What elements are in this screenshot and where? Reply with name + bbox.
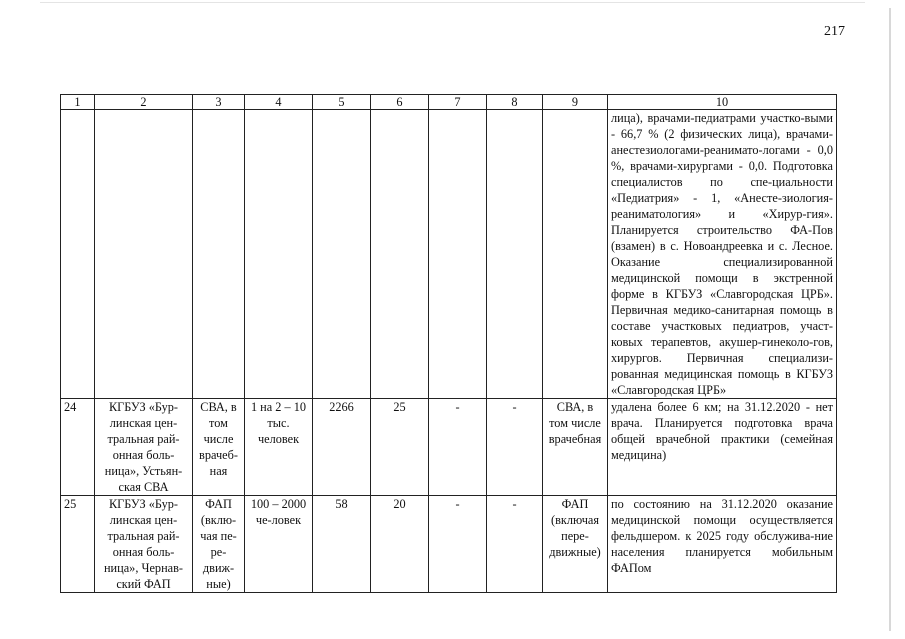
scan-border-right [889,8,891,631]
table-cell: 58 [313,496,371,593]
column-header: 3 [193,95,245,110]
table-row [61,399,837,496]
table-cell: 20 [371,496,429,593]
table-cell: 1 на 2 – 10 тыс. человек [245,399,313,496]
table-cell: 25 [371,399,429,496]
column-header: 4 [245,95,313,110]
column-header: 8 [487,95,543,110]
table-cell [313,110,371,399]
row-number-cell: 24 [61,399,95,496]
column-header: 5 [313,95,371,110]
description-cell: лица), врачами-педиатрами участко-выми - 66,7 % (2 физических лица), врачами- анестезиологами-реанимато-логами - 0,0 %, врачами-хирургами - 0,0. Подготовка специалистов по спе-циальности «Педиатрия» - 1, «Анесте-зиология-реаниматология» и «Хирур-гия». Планируется строительство ФА-Пов (взамен) в с. Новоандреевка и с. Лесное. Оказание специализированной медицинской помощи в экстренной форме в КГБУЗ «Славгородская ЦРБ». Первичная медико-санитарная помощь в составе участковых педиатров, участ-ковых терапевтов, акушер-гинеколо-гов, хирургов. Первичная специализи-рованная медицинская помощь в КГБУЗ «Славгородская ЦРБ» [608,110,837,399]
column-header: 10 [608,95,837,110]
scan-border-top [40,2,865,3]
row-number-cell: 25 [61,496,95,593]
column-header: 1 [61,95,95,110]
table-row [61,496,837,593]
table-cell: - [429,496,487,593]
table-cell [487,110,543,399]
organization-cell: КГБУЗ «Бур-линская цен-тральная рай-онная боль-ница», Устьян-ская СВА [95,399,193,496]
table-cell [193,110,245,399]
column-header: 2 [95,95,193,110]
column-header: 9 [543,95,608,110]
table-cell [95,110,193,399]
table-cell: СВА, в том числе врачебная [543,399,608,496]
description-cell: удалена более 6 км; на 31.12.2020 - нет врача. Планируется подготовка врача общей врачебной практики (семейная медицина) [608,399,837,496]
table-cell [245,110,313,399]
page-number: 217 [824,24,845,39]
organization-cell: КГБУЗ «Бур-линская цен-тральная рай-онная боль-ница», Чернав-ский ФАП [95,496,193,593]
table-cell: ФАП (вклю-чая пе-ре-движ-ные) [193,496,245,593]
table-row [61,110,837,399]
table-cell: ФАП (включая пере-движные) [543,496,608,593]
description-cell: по состоянию на 31.12.2020 оказание медицинской помощи осуществляется фельдшером. к 2025 году обслужива-ние населения планируется мобильным ФАПом [608,496,837,593]
table-cell: СВА, в том числе врачеб-ная [193,399,245,496]
data-table [60,94,837,593]
column-header: 6 [371,95,429,110]
table-cell: 100 – 2000 че-ловек [245,496,313,593]
table-cell [543,110,608,399]
table-cell [61,110,95,399]
table-cell [429,110,487,399]
table-cell: 2266 [313,399,371,496]
table-cell: - [429,399,487,496]
column-header: 7 [429,95,487,110]
table-header-row [61,95,837,110]
table-cell: - [487,399,543,496]
table-cell [371,110,429,399]
table-cell: - [487,496,543,593]
